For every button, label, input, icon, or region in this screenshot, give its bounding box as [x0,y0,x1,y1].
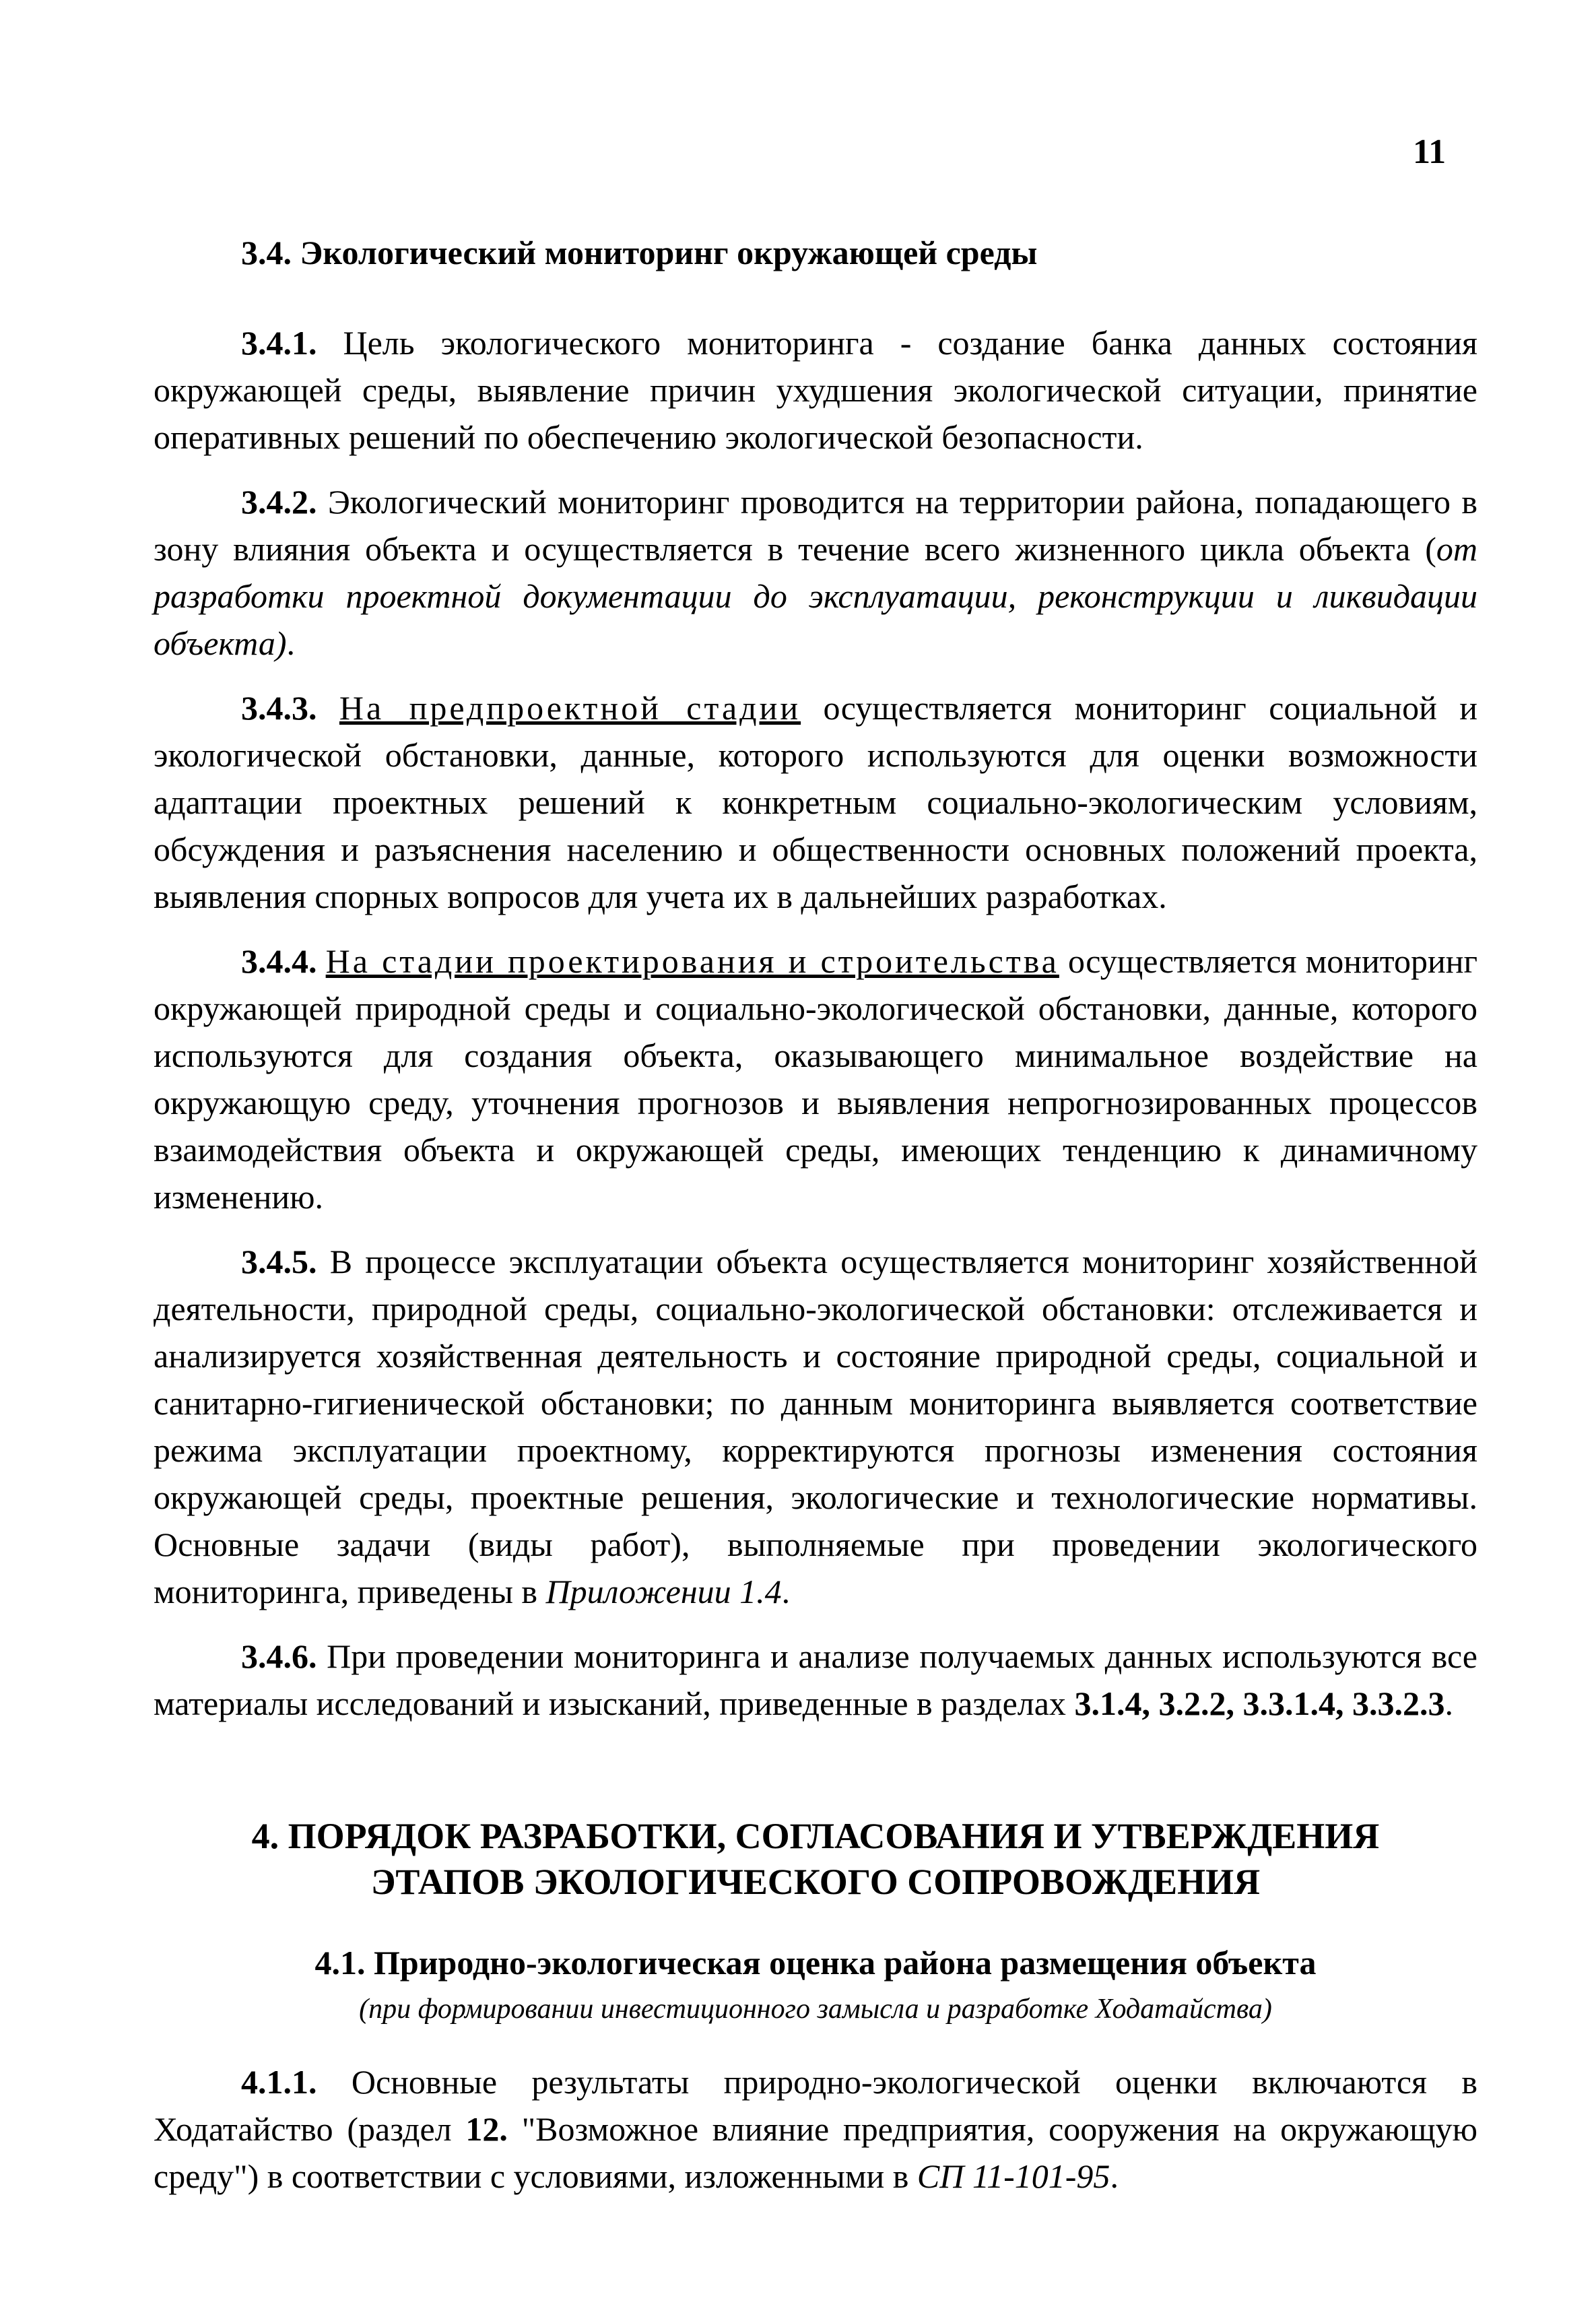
chapter-4-title [154,1813,1477,1905]
paragraph-end: . [286,624,295,662]
paragraph-3-4-2 [154,478,1477,667]
paragraph-3-4-4 [154,938,1477,1220]
paragraph-4-1-1 [154,2058,1477,2200]
clause-number: 3.4.5. [241,1243,317,1280]
underlined-text: На стадии проектирования и строительства [325,942,1059,980]
paragraph-3-4-1 [154,319,1477,461]
clause-number: 3.4.6. [241,1637,317,1675]
paragraph-end: . [1444,1684,1453,1722]
paragraph-end: . [781,1573,791,1610]
italic-text: СП 11-101-95 [917,2157,1110,2195]
paragraph-text: осуществляется мониторинг социальной и экологической обстановки, данные, которого используются для оценки возможности адаптации проектных решений к конкретным социально-экологическим условиям, обсуждения и разъяснения населению и общественности основных положений проекта, выявления спорных вопросов для учета их в дальнейших разработках. [154,689,1477,915]
underlined-text: На предпроектной стадии [339,689,801,727]
paragraph-text: Экологический мониторинг проводится на территории района, попадающего в зону влияния объекта и осуществляется в течение всего жизненного цикла объекта ( [154,483,1477,568]
paragraph-text: осуществляется мониторинг окружающей природной среды и социально-экологической обстановки, данные, которого используются для создания объекта, оказывающего минимальное воздействие на окружающую среду, уточнения прогнозов и выявления непрогнозированных процессов взаимодействия объекта и окружающей среды, имеющих тенденцию к динамичному изменению. [154,942,1478,1216]
paragraph-3-4-5 [154,1238,1477,1615]
page-content [154,229,1477,2217]
bold-reference: 12. [465,2110,508,2148]
paragraph-3-4-3 [154,684,1477,920]
section-references: 3.1.4, 3.2.2, 3.3.1.4, 3.3.2.3 [1074,1684,1445,1722]
section-3-4-title: 3.4. Экологический мониторинг окружающей среды [241,234,1038,271]
clause-number: 3.4.1. [241,324,317,362]
clause-number: 3.4.2. [241,483,317,521]
paragraph-text: В процессе эксплуатации объекта осуществляется мониторинг хозяйственной деятельности, природной среды, социально-экологической обстановки: отслеживается и анализируется хозяйственная деятельность и состояние природной среды, социальной и санитарно-гигиенической обстановки; по данным мониторинга выявляется соответствие режима эксплуатации проектному, корректируются прогнозы изменения состояния окружающей среды, проектные решения, экологические и технологические нормативы. Основные задачи (виды работ), выполняемые при проведении экологического мониторинга, приведены в [154,1243,1477,1610]
page-number: 11 [1413,133,1447,171]
section-4-1-title: 4.1. Природно-экологическая оценка района размещения объекта [314,1944,1317,1982]
paragraph-text: Цель экологического мониторинга - создание банка данных состояния окружающей среды, выявление причин ухудшения экологической ситуации, принятие оперативных решений по обеспечению экологической безопасности. [154,324,1477,456]
chapter-title-line-2: ЭТАПОВ ЭКОЛОГИЧЕСКОГО СОПРОВОЖДЕНИЯ [370,1862,1261,1902]
italic-text: Приложении 1.4 [545,1573,782,1610]
paragraph-text: При проведении мониторинга и анализе получаемых данных используются все материалы исследований и изысканий, приведенные в разделах [154,1637,1477,1722]
chapter-title-line-1: 4. ПОРЯДОК РАЗРАБОТКИ, СОГЛАСОВАНИЯ И УТВЕРЖДЕНИЯ [251,1816,1380,1856]
paragraph-text-continued: "Возможное влияние предприятия, сооружения на окружающую среду") в соответствии с условиями, изложенными в [154,2110,1477,2195]
paragraph-text: Основные результаты природно-экологической оценки включаются в Ходатайство (раздел [154,2063,1477,2148]
clause-number: 3.4.4. [241,942,317,980]
section-4-1-note: (при формировании инвестиционного замысла и разработке Ходатайства) [359,1994,1272,2025]
clause-number: 4.1.1. [241,2063,317,2101]
italic-text: от разработки проектной документации до эксплуатации, реконструкции и ликвидации объекта) [154,530,1477,662]
clause-number: 3.4.3. [241,689,317,727]
paragraph-end: . [1110,2157,1119,2195]
paragraph-3-4-6 [154,1633,1477,1727]
